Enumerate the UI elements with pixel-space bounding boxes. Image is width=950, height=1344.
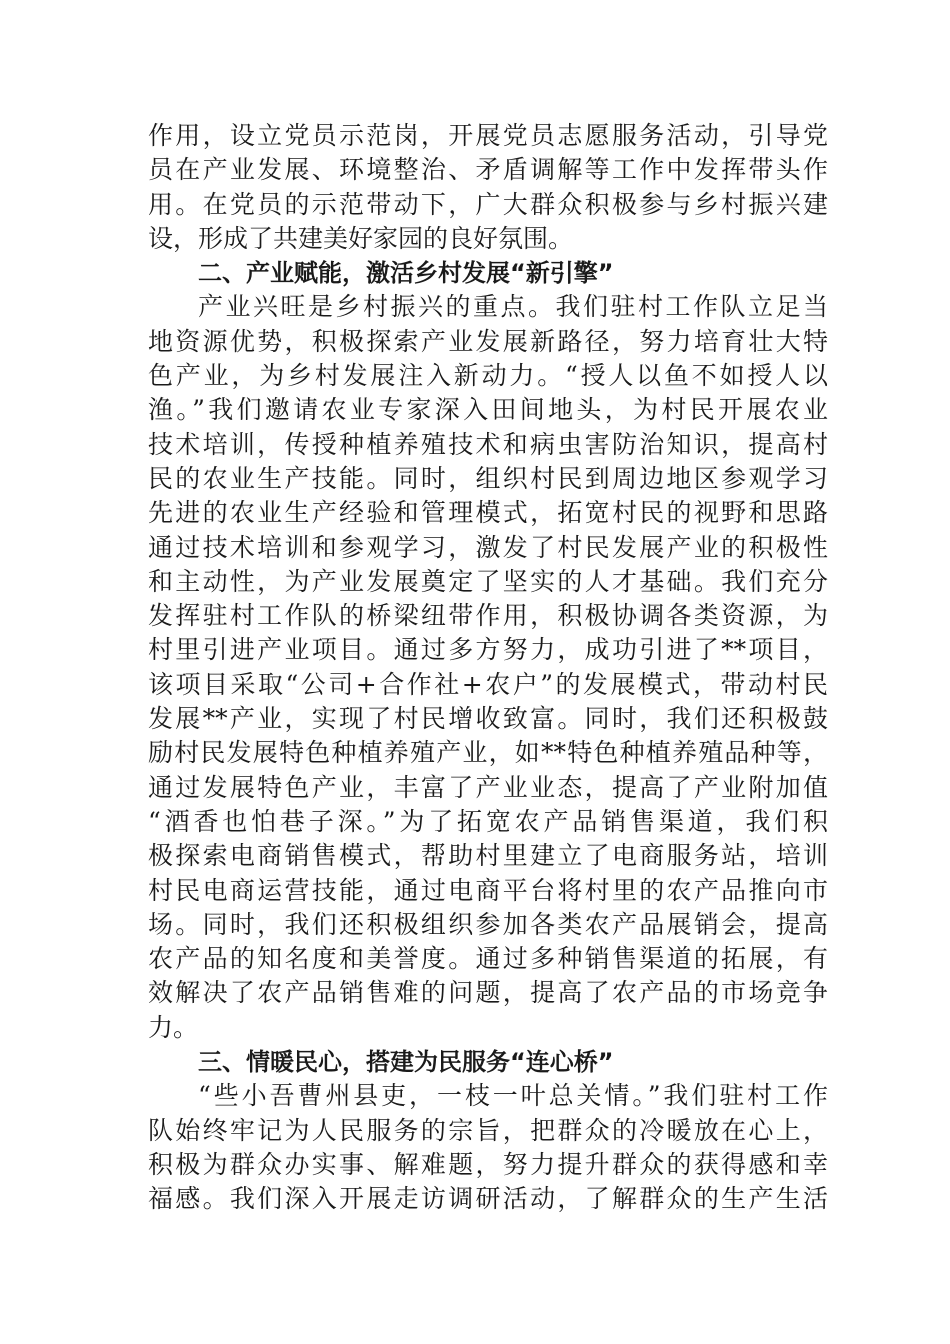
text-line: 效解决了农产品销售难的问题，提高了农产品的市场竞争 — [148, 978, 828, 1008]
text-line: 励村民发展特色种植养殖产业，如**特色种植养殖品种等， — [148, 738, 828, 768]
text-line: 村民电商运营技能，通过电商平台将村里的农产品推向市 — [148, 875, 828, 905]
text-line: 民的农业生产技能。同时，组织村民到周边地区参观学习 — [148, 463, 828, 493]
text-line: 福感。我们深入开展走访调研活动，了解群众的生产生活 — [148, 1184, 828, 1214]
text-line: 色产业，为乡村发展注入新动力。“授人以鱼不如授人以 — [148, 361, 828, 391]
text-line: 和主动性，为产业发展奠定了坚实的人才基础。我们充分 — [148, 566, 828, 596]
text-line: 极探索电商销售模式，帮助村里建立了电商服务站，培训 — [148, 841, 828, 871]
text-line: 先进的农业生产经验和管理模式，拓宽村民的视野和思路 — [148, 498, 828, 528]
text-line: 通过技术培训和参观学习，激发了村民发展产业的积极性 — [148, 532, 828, 562]
text-line: 设，形成了共建美好家园的良好氛围。 — [148, 223, 574, 253]
text-line: 技术培训，传授种植养殖技术和病虫害防治知识，提高村 — [148, 429, 828, 459]
text-line: 积极为群众办实事、解难题，努力提升群众的获得感和幸 — [148, 1149, 828, 1179]
text-line: 地资源优势，积极探索产业发展新路径，努力培育壮大特 — [148, 326, 828, 356]
document-body-text — [148, 119, 828, 1217]
paragraph-first-line: 产业兴旺是乡村振兴的重点。我们驻村工作队立足当 — [198, 292, 828, 322]
text-line: 员在产业发展、环境整治、矛盾调解等工作中发挥带头作 — [148, 155, 828, 185]
text-line: 力。 — [148, 1012, 199, 1042]
paragraph-first-line: “些小吾曹州县吏，一枝一叶总关情。”我们驻村工作 — [198, 1081, 828, 1111]
text-line: 农产品的知名度和美誉度。通过多种销售渠道的拓展，有 — [148, 944, 828, 974]
text-line: “酒香也怕巷子深。”为了拓宽农产品销售渠道，我们积 — [148, 806, 828, 836]
text-line: 村里引进产业项目。通过多方努力，成功引进了**项目， — [148, 635, 828, 665]
text-line: 队始终牢记为人民服务的宗旨，把群众的冷暖放在心上， — [148, 1115, 828, 1145]
text-line: 该项目采取“公司+合作社+农户”的发展模式，带动村民 — [148, 669, 828, 699]
text-line: 通过发展特色产业，丰富了产业业态，提高了产业附加值 — [148, 772, 828, 802]
text-line: 作用，设立党员示范岗，开展党员志愿服务活动，引导党 — [148, 121, 828, 150]
section-heading-3: 三、情暖民心，搭建为民服务“连心桥” — [198, 1048, 614, 1077]
text-line: 渔。”我们邀请农业专家深入田间地头，为村民开展农业 — [148, 395, 828, 425]
section-heading-2: 二、产业赋能，激活乡村发展“新引擎” — [198, 259, 614, 288]
text-line: 发展**产业，实现了村民增收致富。同时，我们还积极鼓 — [148, 704, 828, 734]
text-line: 场。同时，我们还积极组织参加各类农产品展销会，提高 — [148, 909, 828, 939]
text-line: 发挥驻村工作队的桥梁纽带作用，积极协调各类资源，为 — [148, 601, 828, 631]
text-line: 用。在党员的示范带动下，广大群众积极参与乡村振兴建 — [148, 189, 828, 219]
